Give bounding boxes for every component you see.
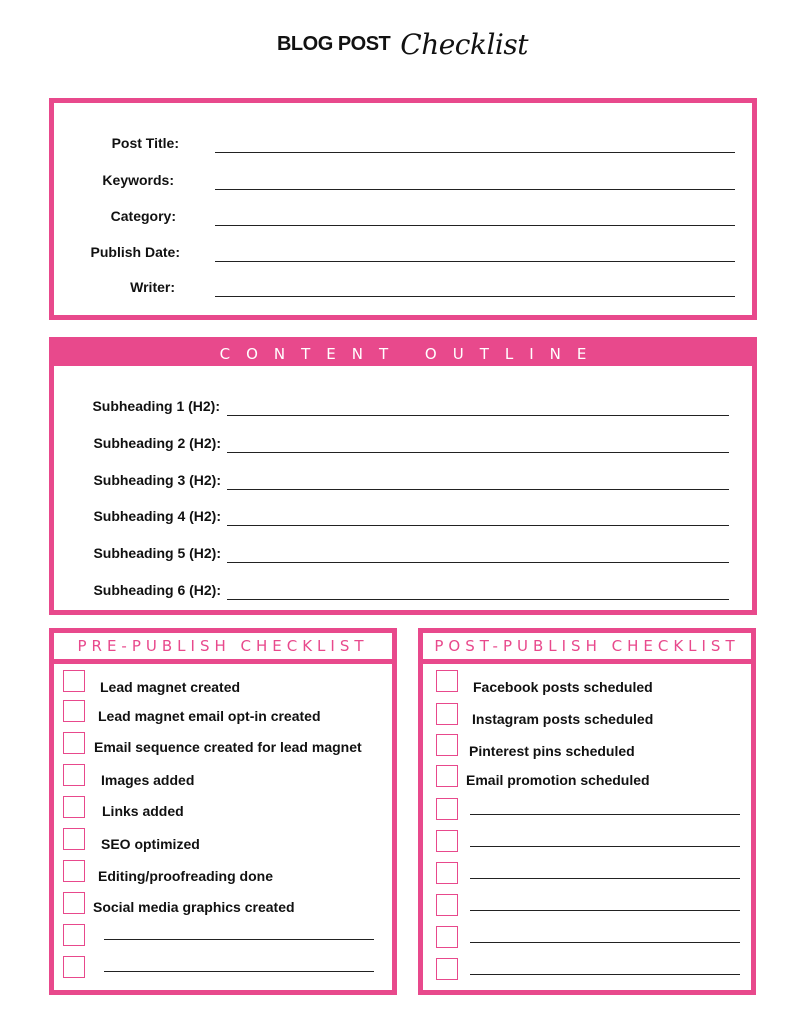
subheading-3-line[interactable] (227, 489, 729, 490)
page-title (0, 28, 805, 61)
pre-item-6-label: SEO optimized (101, 836, 200, 852)
subheading-6-line[interactable] (227, 599, 729, 600)
publish-date-line[interactable] (215, 261, 735, 262)
writer-line[interactable] (215, 296, 735, 297)
post-item-10-line[interactable] (470, 974, 740, 975)
post-checkbox-10[interactable] (436, 958, 458, 980)
post-checkbox-1[interactable] (436, 670, 458, 692)
post-checkbox-9[interactable] (436, 926, 458, 948)
title-bold-text: BLOG POST (276, 33, 391, 55)
pre-item-4-label: Images added (101, 772, 195, 788)
pre-item-9-line[interactable] (104, 939, 374, 940)
subheading-2-line[interactable] (227, 452, 729, 453)
content-outline-box (49, 337, 757, 615)
subheading-1-label: Subheading 1 (H2): (92, 398, 220, 414)
post-item-9-line[interactable] (470, 942, 740, 943)
subheading-1-line[interactable] (227, 415, 729, 416)
title-script-text: Checklist (400, 28, 528, 61)
subheading-4-label: Subheading 4 (H2): (93, 508, 221, 524)
subheading-3-label: Subheading 3 (H2): (93, 472, 221, 488)
pre-checkbox-4[interactable] (63, 764, 85, 786)
pre-publish-heading: PRE-PUBLISH CHECKLIST (54, 633, 392, 664)
post-checkbox-8[interactable] (436, 894, 458, 916)
content-outline-heading: CONTENT OUTLINE (54, 342, 752, 366)
post-info-box (49, 98, 757, 320)
keywords-row (54, 172, 735, 188)
pre-item-5-label: Links added (102, 803, 184, 819)
pre-checkbox-6[interactable] (63, 828, 85, 850)
post-checkbox-3[interactable] (436, 734, 458, 756)
pre-checkbox-8[interactable] (63, 892, 85, 914)
pre-checkbox-1[interactable] (63, 670, 85, 692)
subheading-3-row (54, 472, 729, 488)
post-checkbox-2[interactable] (436, 703, 458, 725)
subheading-6-label: Subheading 6 (H2): (93, 582, 221, 598)
post-publish-checklist-box (418, 628, 756, 995)
subheading-5-line[interactable] (227, 562, 729, 563)
post-publish-heading: POST-PUBLISH CHECKLIST (423, 633, 751, 664)
subheading-1-row (54, 398, 729, 414)
post-checkbox-4[interactable] (436, 765, 458, 787)
subheading-4-line[interactable] (227, 525, 729, 526)
post-item-6-line[interactable] (470, 846, 740, 847)
post-item-2-label: Instagram posts scheduled (472, 711, 654, 727)
subheading-5-label: Subheading 5 (H2): (93, 545, 221, 561)
category-line[interactable] (215, 225, 735, 226)
keywords-label: Keywords: (102, 172, 174, 188)
pre-checkbox-7[interactable] (63, 860, 85, 882)
keywords-line[interactable] (215, 189, 735, 190)
pre-checkbox-5[interactable] (63, 796, 85, 818)
post-title-label: Post Title: (111, 135, 179, 151)
post-item-4-label: Email promotion scheduled (466, 772, 650, 788)
publish-date-label: Publish Date: (90, 244, 180, 260)
publish-date-row (54, 244, 735, 260)
pre-checkbox-3[interactable] (63, 732, 85, 754)
pre-item-1-label: Lead magnet created (100, 679, 241, 695)
pre-checkbox-10[interactable] (63, 956, 85, 978)
post-item-7-line[interactable] (470, 878, 740, 879)
pre-item-2-label: Lead magnet email opt-in created (98, 708, 321, 724)
post-title-row (54, 135, 735, 151)
pre-item-8-label: Social media graphics created (93, 899, 295, 915)
post-title-line[interactable] (215, 152, 735, 153)
post-item-5-line[interactable] (470, 814, 740, 815)
category-label: Category: (110, 208, 176, 224)
subheading-5-row (54, 545, 729, 561)
post-checkbox-6[interactable] (436, 830, 458, 852)
post-checkbox-7[interactable] (436, 862, 458, 884)
pre-publish-checklist-box (49, 628, 397, 995)
writer-label: Writer: (130, 279, 175, 295)
pre-item-7-label: Editing/proofreading done (98, 868, 273, 884)
writer-row (54, 279, 735, 295)
subheading-2-label: Subheading 2 (H2): (93, 435, 221, 451)
pre-item-3-label: Email sequence created for lead magnet (94, 739, 362, 755)
category-row (54, 208, 735, 224)
subheading-2-row (54, 435, 729, 451)
pre-checkbox-2[interactable] (63, 700, 85, 722)
post-checkbox-5[interactable] (436, 798, 458, 820)
post-item-1-label: Facebook posts scheduled (473, 679, 653, 695)
subheading-6-row (54, 582, 729, 598)
pre-checkbox-9[interactable] (63, 924, 85, 946)
subheading-4-row (54, 508, 729, 524)
post-item-3-label: Pinterest pins scheduled (469, 743, 635, 759)
post-item-8-line[interactable] (470, 910, 740, 911)
pre-item-10-line[interactable] (104, 971, 374, 972)
